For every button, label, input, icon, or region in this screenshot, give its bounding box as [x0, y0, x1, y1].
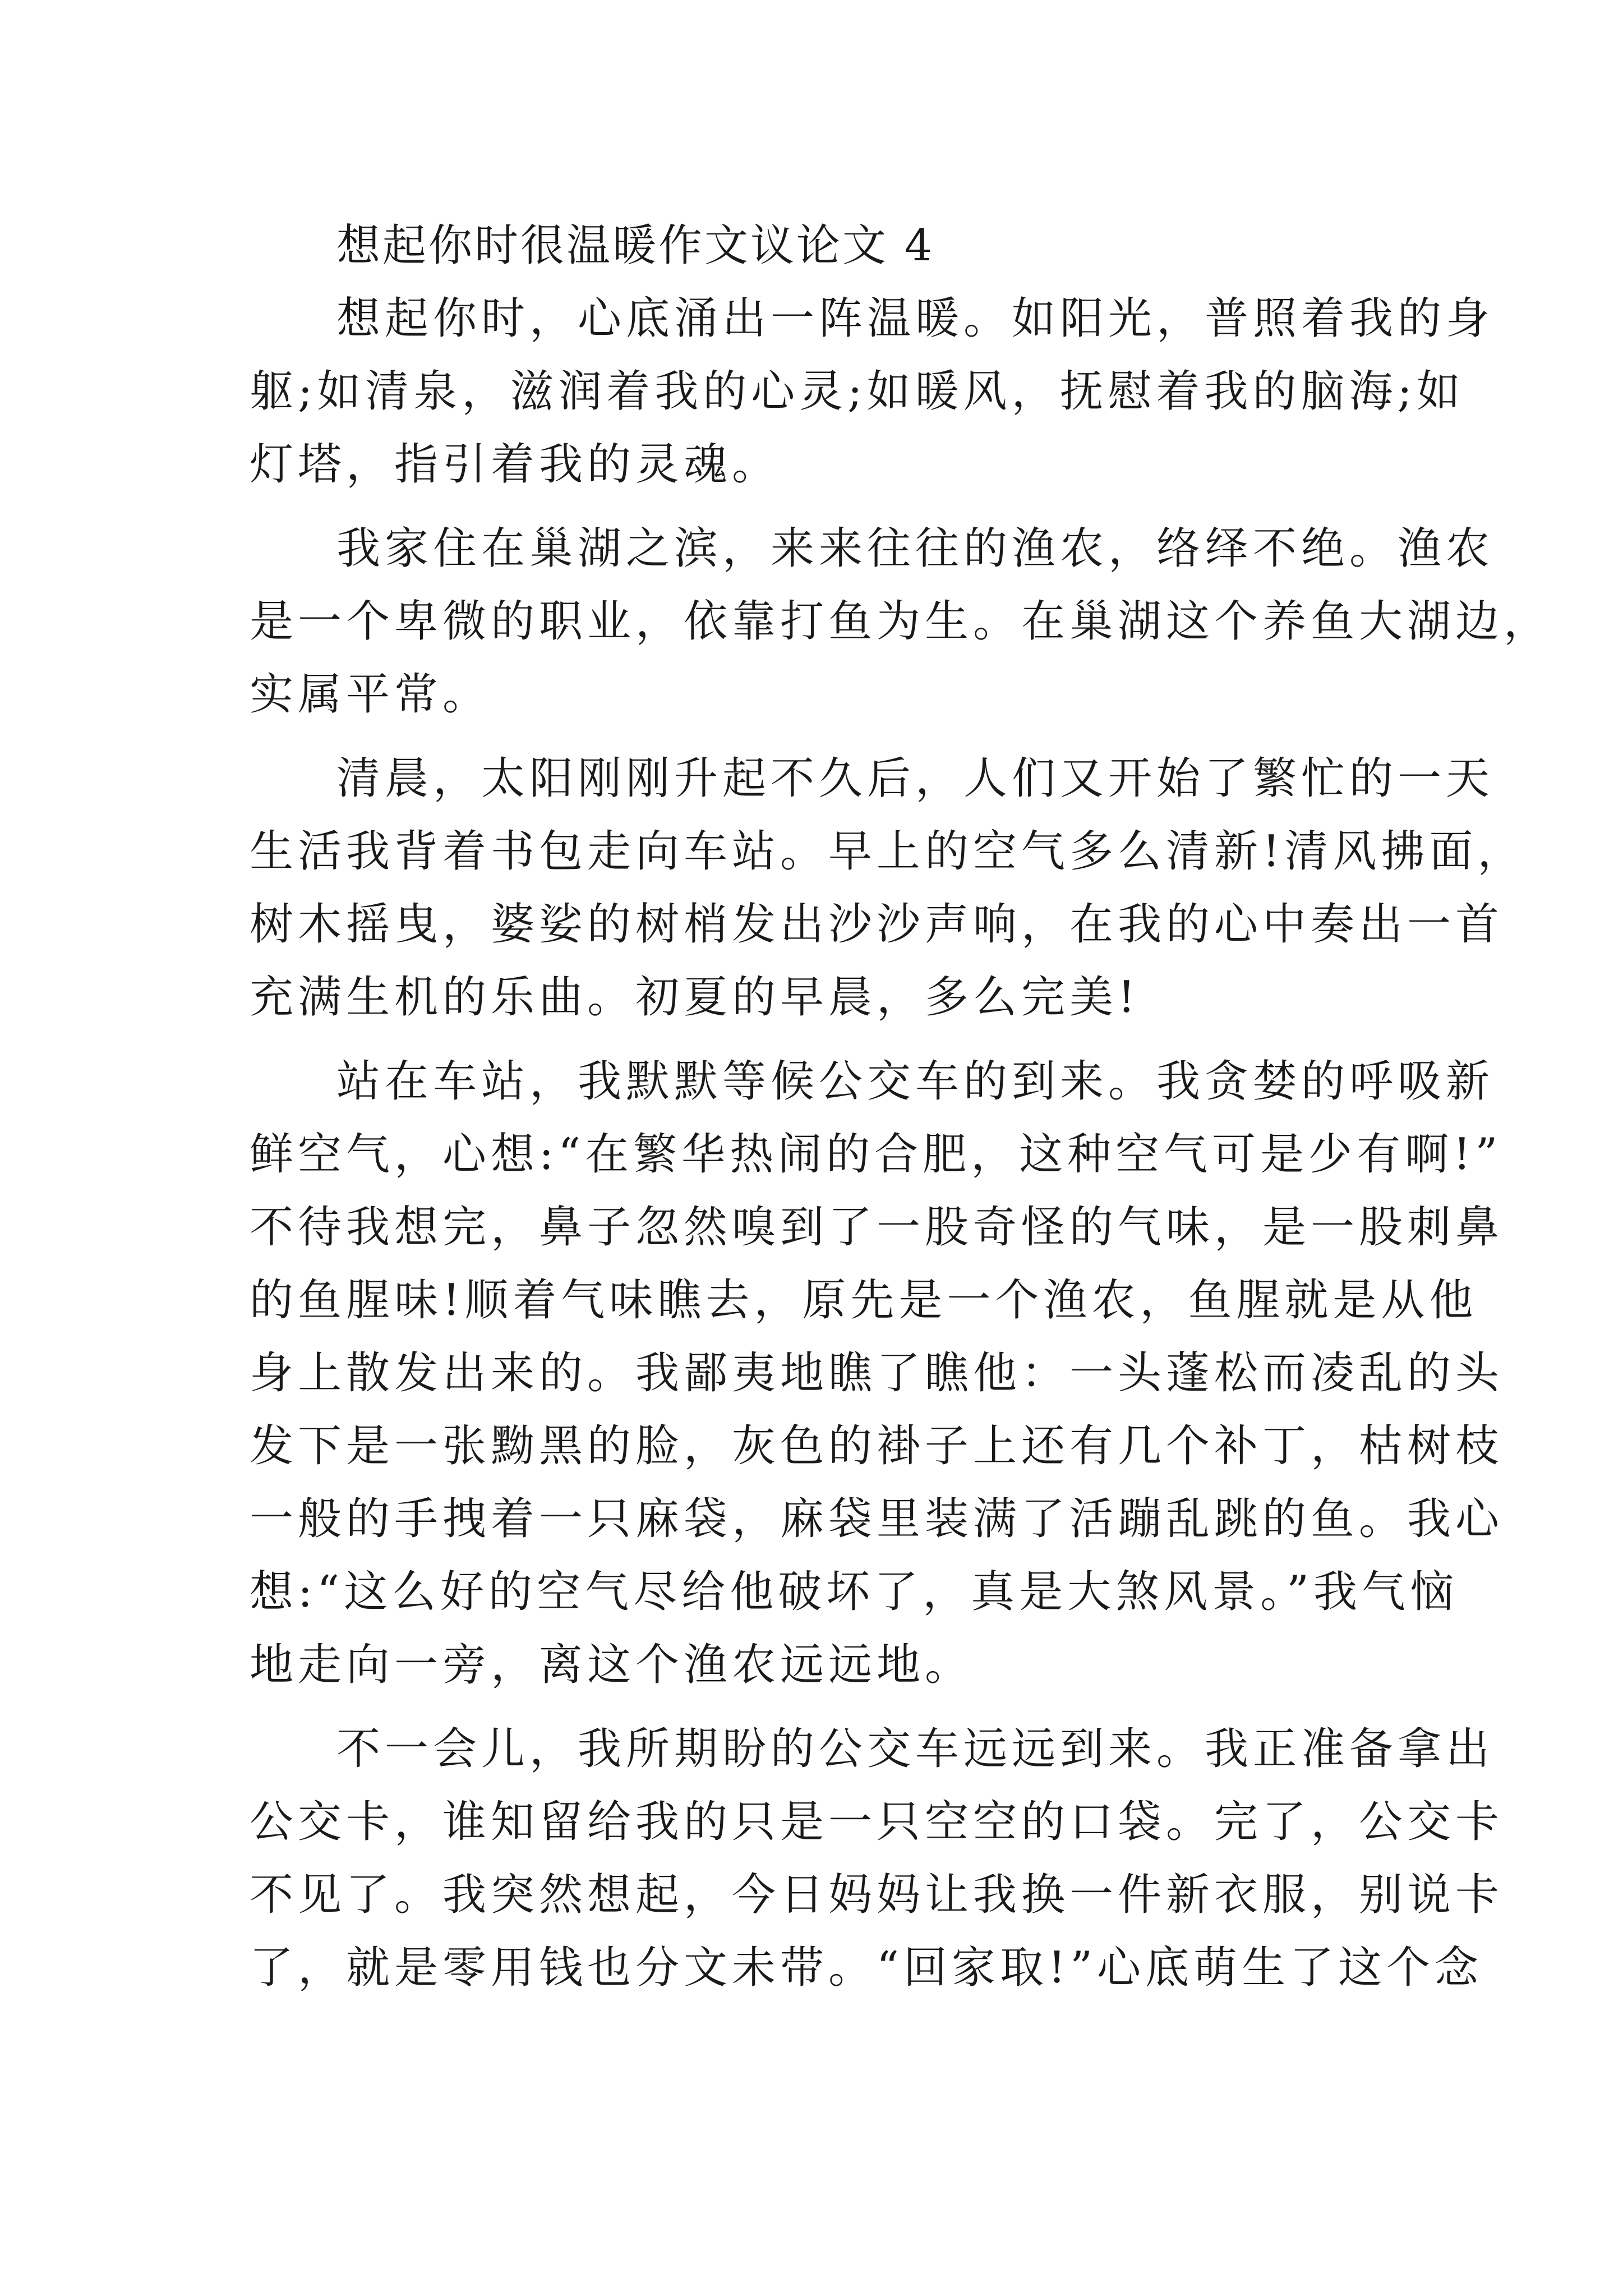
paragraph-line: 一般的手拽着一只麻袋，麻袋里装满了活蹦乱跳的鱼。我心: [250, 1494, 1504, 1544]
paragraph-line: 地走向一旁，离这个渔农远远地。: [250, 1640, 974, 1690]
paragraph-line: 站在车站，我默默等候公交车的到来。我贪婪的呼吸新: [336, 1056, 1495, 1107]
paragraph-line: 身上散发出来的。我鄙夷地瞧了瞧他：一头蓬松而凌乱的头: [250, 1348, 1504, 1398]
paragraph-line: 想起你时，心底涌出一阵温暖。如阳光，普照着我的身: [336, 293, 1495, 344]
paragraph-line: 我家住在巢湖之滨，来来往往的渔农，络绎不绝。渔农: [336, 523, 1495, 574]
paragraph-line: 发下是一张黝黑的脸，灰色的褂子上还有几个补丁，枯树枝: [250, 1421, 1504, 1471]
paragraph-line: 公交卡，谁知留给我的只是一只空空的口袋。完了，公交卡: [250, 1797, 1504, 1847]
paragraph-line: 的鱼腥味!顺着气味瞧去，原先是一个渔农，鱼腥就是从他: [250, 1275, 1478, 1326]
paragraph-line: 躯;如清泉，滋润着我的心灵;如暖风，抚慰着我的脑海;如: [250, 366, 1465, 417]
paragraph-line: 生活我背着书包走向车站。早上的空气多么清新!清风拂面，: [250, 826, 1526, 877]
paragraph-line: 不待我想完，鼻子忽然嗅到了一股奇怪的气味，是一股刺鼻: [250, 1202, 1504, 1253]
paragraph-line: 不见了。我突然想起，今日妈妈让我换一件新衣服，别说卡: [250, 1870, 1504, 1920]
paragraph-line: 是一个卑微的职业，依靠打鱼为生。在巢湖这个养鱼大湖边，: [250, 596, 1552, 647]
document-title: 想起你时很温暖作文议论文 4: [336, 220, 935, 271]
paragraph-line: 想:“这么好的空气尽给他破坏了，真是大煞风景。”我气恼: [250, 1567, 1459, 1617]
paragraph-line: 鲜空气，心想:“在繁华热闹的合肥，这种空气可是少有啊!”: [250, 1129, 1502, 1180]
paragraph-line: 清晨，太阳刚刚升起不久后，人们又开始了繁忙的一天: [336, 753, 1495, 804]
paragraph-line: 了，就是零用钱也分文未带。“回家取!”心底萌生了这个念: [250, 1943, 1483, 1993]
paragraph-line: 充满生机的乐曲。初夏的早晨，多么完美!: [250, 972, 1140, 1023]
paragraph-line: 灯塔，指引着我的灵魂。: [250, 439, 781, 490]
paragraph-line: 不一会儿，我所期盼的公交车远远到来。我正准备拿出: [336, 1724, 1495, 1774]
paragraph-line: 实属平常。: [250, 669, 491, 720]
paragraph-line: 树木摇曳，婆娑的树梢发出沙沙声响，在我的心中奏出一首: [250, 899, 1504, 950]
